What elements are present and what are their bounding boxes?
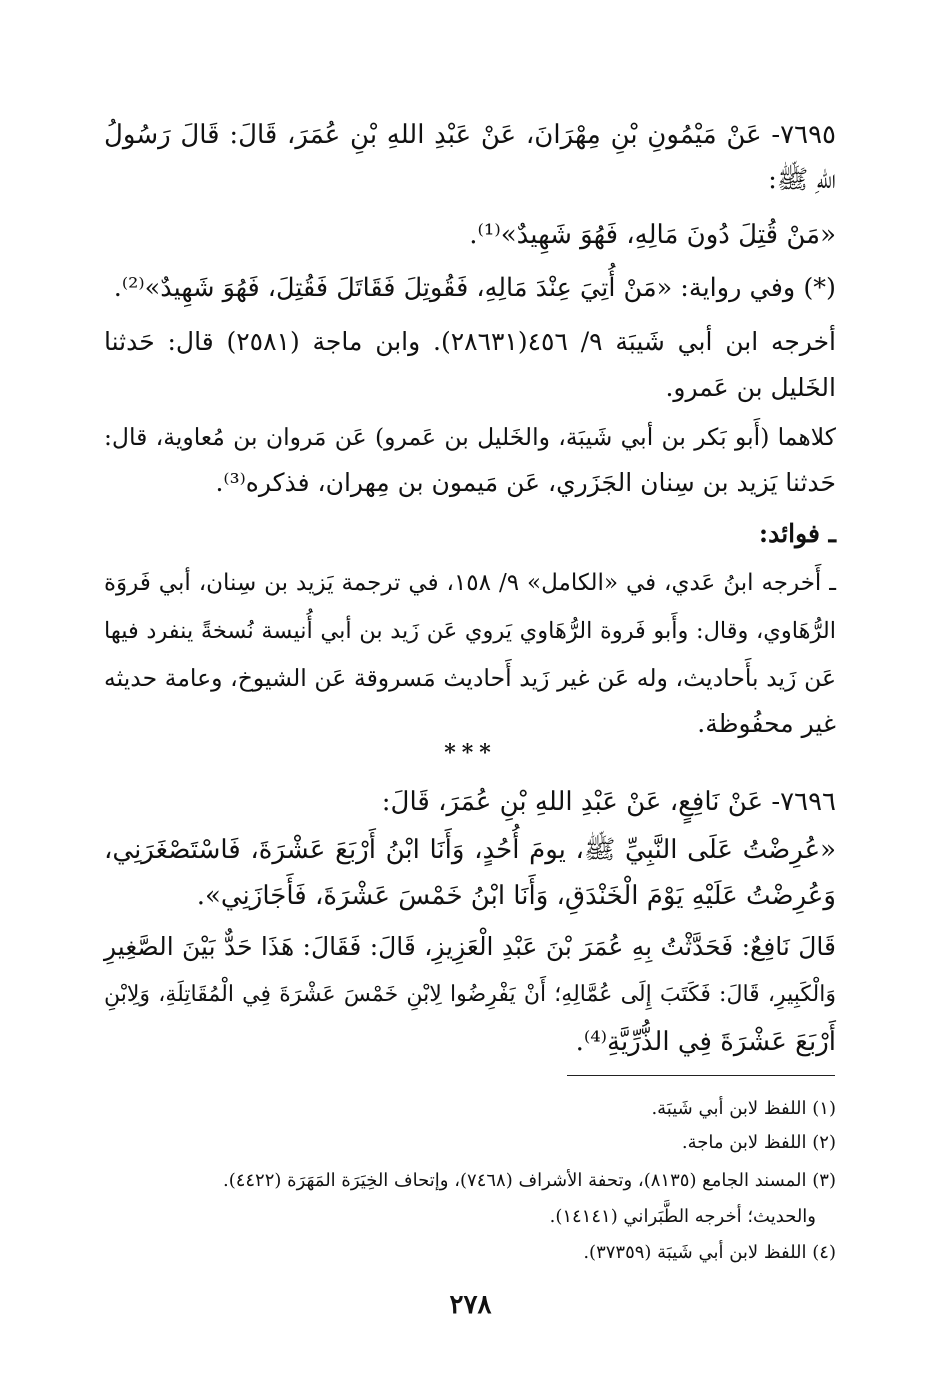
isnad-line: حَدثنا يَزيد بن سِنان الجَزَري، عَن مَيمون بن مِهران، فذكره⁽³⁾.: [215, 468, 836, 497]
fawaid-heading: ـ فوائد:: [758, 519, 836, 548]
hadith-7696-matn: وَعُرِضْتُ عَلَيْهِ يَوْمَ الْخَنْدَقِ، وَأَنَا ابْنُ خَمْسَ عَشْرَةَ، فَأَجَازَنِي».: [196, 881, 836, 911]
isnad-line: كلاهما (أَبو بَكر بن أبي شَيبَة، والخَليل بن عَمرو) عَن مَروان بن مُعاوية، قال:: [104, 423, 836, 451]
nafi-statement: قَالَ نَافِعٌ: فَحَدَّثْتُ بِهِ عُمَرَ بْنَ عَبْدِ الْعَزِيزِ، قَالَ: فَقَالَ: هَذَا حَدٌّ بَيْنَ الصَّغِيرِ: [104, 932, 836, 961]
hadith-7695-matn: «مَنْ قُتِلَ دُونَ مَالِهِ، فَهُوَ شَهِيدٌ»⁽¹⁾.: [469, 220, 836, 250]
fawaid-line: عَن زَيد بأَحاديث، وله عَن غير زَيد أَحاديث مَسروقة عَن الشيوخ، وعامة حديثه: [104, 664, 836, 692]
footnote-3-cont: والحديث؛ أخرجه الطَّبَراني (١٤١٤١).: [549, 1206, 816, 1227]
fawaid-line: غير محفُوظة.: [697, 709, 836, 738]
hadith-7695-heading-cont: اللهِ ﷺ:: [768, 165, 836, 195]
page-number: ٢٧٨: [449, 1290, 492, 1320]
takhrij-line: أخرجه ابن أبي شَيبَة ٩/ ٤٥٦(٢٨٦٣١). وابن ماجة (٢٥٨١) قال: حَدثنا: [104, 327, 837, 356]
hadith-7695-variant: (*) وفي رواية: «مَنْ أُتِيَ عِنْدَ مَالِهِ، فَقُوتِلَ فَقَاتَلَ فَقُتِلَ، فَهُوَ شَهِيدٌ»⁽²⁾.: [113, 273, 836, 303]
fawaid-line: الرُّهَاوي، وقال: وأَبو فَروة الرُّهَاوي يَروي عَن زَيد بن أبي أُنيسة نُسخةً ينفرد فيها: [104, 618, 836, 644]
hadith-7695-heading: ٧٦٩٥- عَنْ مَيْمُونِ بْنِ مِهْرَانَ، عَنْ عَبْدِ اللهِ بْنِ عُمَرَ، قَالَ: قَالَ رَسُولُ: [104, 120, 836, 150]
footnote-2: (٢) اللفظ لابن ماجة.: [681, 1132, 836, 1153]
footnote-1: (١) اللفظ لابن أبي شَيبَة.: [651, 1098, 836, 1119]
footnote-3: (٣) المسند الجامع (٨١٣٥)، وتحفة الأشراف (٧٤٦٨)، وإتحاف الخِيَرَة المَهَرَة (٤٤٢٢).: [222, 1170, 836, 1191]
nafi-statement: أَرْبَعَ عَشْرَةَ فِي الذُّرِّيَّةِ⁽⁴⁾.: [575, 1027, 836, 1057]
section-separator: ***: [444, 740, 497, 766]
footnote-divider: [567, 1075, 835, 1076]
nafi-statement: وَالْكَبِيرِ، قَالَ: فَكَتَبَ إِلَى عُمَّالِهِ؛ أَنْ يَفْرِضُوا لِابْنِ خَمْسَ عَشْرَةَ فِي الْمُقَاتِلَةِ، وَلِابْنِ: [104, 982, 836, 1007]
hadith-7696-matn: «عُرِضْتُ عَلَى النَّبِيِّ ﷺ، يومَ أُحُدٍ، وَأَنَا ابْنُ أَرْبَعَ عَشْرَةَ، فَاسْتَصْغَرَنِي،: [104, 835, 837, 865]
hadith-7696-heading: ٧٦٩٦- عَنْ نَافِعٍ، عَنْ عَبْدِ اللهِ بْنِ عُمَرَ، قَالَ:: [381, 787, 836, 817]
takhrij-line: الخَليل بن عَمرو.: [665, 373, 836, 402]
footnote-4: (٤) اللفظ لابن أبي شَيبَة (٣٧٣٥٩).: [583, 1242, 836, 1263]
fawaid-line: ـ أَخرجه ابنُ عَدي، في «الكامل» ٩/ ١٥٨، في ترجمة يَزيد بن سِنان، أبي فَروَة: [104, 570, 836, 596]
